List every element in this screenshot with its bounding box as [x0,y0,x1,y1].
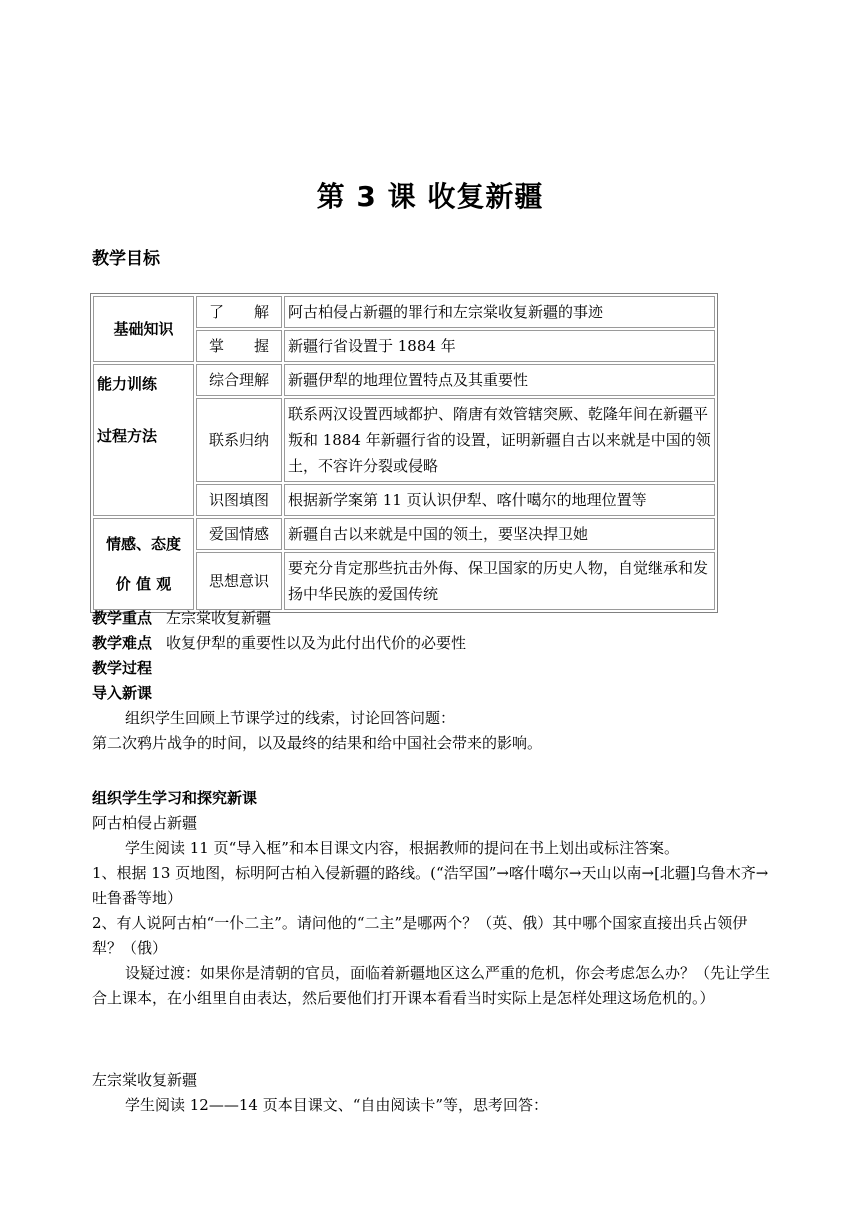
question-item: 1、根据 13 页地图，标明阿古柏入侵新疆的路线。(“浩罕国”→喀什噶尔→天山以南→[北疆]乌鲁木齐→吐鲁番等地） [92,864,769,907]
intro-heading: 导入新课 [92,684,153,702]
content-cell: 新疆行省设置于 1884 年 [284,330,715,362]
lesson-body-study [92,786,772,1011]
process-heading: 教学过程 [92,659,153,677]
content-cell: 联系两汉设置西域都护、隋唐有效管辖突厥、乾隆年间在新疆平叛和 1884 年新疆行省的设置，证明新疆自古以来就是中国的领土，不容许分裂或侵略 [284,398,715,482]
content-cell: 要充分肯定那些抗击外侮、保卫国家的历史人物，自觉继承和发扬中华民族的爱国传统 [284,552,715,610]
question-item: 2、有人说阿古柏“一仆二主”。请问他的“二主”是哪两个？（英、俄）其中哪个国家直接出兵占领伊犁？（俄） [92,914,748,957]
category-cell [93,364,194,516]
lesson-body-top [92,606,772,756]
objectives-heading: 教学目标 [92,249,160,269]
subcategory-cell: 联系归纳 [196,398,282,482]
difficulty-label: 教学难点 [92,634,153,652]
section-paragraph: 设疑过渡：如果你是清朝的官员，面临着新疆地区这么严重的危机，你会考虑怎么办？（先让学生合上课本，在小组里自由表达，然后要他们打开课本看看当时实际上是怎样处理这场危机的。） [92,964,771,1007]
section-title: 左宗棠收复新疆 [92,1071,198,1089]
intro-paragraph: 组织学生回顾上节课学过的线索，讨论回答问题： [125,709,456,727]
subcategory-cell: 综合理解 [196,364,282,396]
content-cell: 阿古柏侵占新疆的罪行和左宗棠收复新疆的事迹 [284,296,715,328]
subcategory-cell: 爱国情感 [196,518,282,550]
content-cell: 根据新学案第 11 页认识伊犁、喀什噶尔的地理位置等 [284,484,715,516]
subcategory-cell: 了 解 [196,296,282,328]
difficulty-line [92,631,772,656]
table-row [93,518,715,550]
table-row [93,364,715,396]
category-cell: 基础知识 [93,296,194,362]
category-line: 能力训练 [97,375,158,393]
section-paragraph: 学生阅读 12——14 页本目课文、“自由阅读卡”等，思考回答： [125,1096,549,1114]
key-point-line [92,606,772,631]
objectives-table [90,293,718,613]
study-heading: 组织学生学习和探究新课 [92,789,258,807]
subcategory-cell: 掌 握 [196,330,282,362]
table-row [93,296,715,328]
key-point-text: 左宗棠收复新疆 [166,609,272,627]
content-cell: 新疆自古以来就是中国的领土，要坚决捍卫她 [284,518,715,550]
key-point-label: 教学重点 [92,609,153,627]
section-title: 阿古柏侵占新疆 [92,814,198,832]
content-cell: 新疆伊犁的地理位置特点及其重要性 [284,364,715,396]
intro-paragraph: 第二次鸦片战争的时间，以及最终的结果和给中国社会带来的影响。 [92,734,543,752]
category-line: 过程方法 [97,427,158,445]
category-line: 情感、态度 [105,535,181,553]
page-title: 第 3 课 收复新疆 [316,180,544,213]
category-line: 价 值 观 [115,575,172,593]
lesson-body-section2 [92,1068,772,1118]
difficulty-text: 收复伊犁的重要性以及为此付出代价的必要性 [166,634,467,652]
section-paragraph: 学生阅读 11 页“导入框”和本目课文内容，根据教师的提问在书上划出或标注答案。 [125,839,679,857]
category-cell [93,518,194,610]
subcategory-cell: 识图填图 [196,484,282,516]
subcategory-cell: 思想意识 [196,552,282,610]
